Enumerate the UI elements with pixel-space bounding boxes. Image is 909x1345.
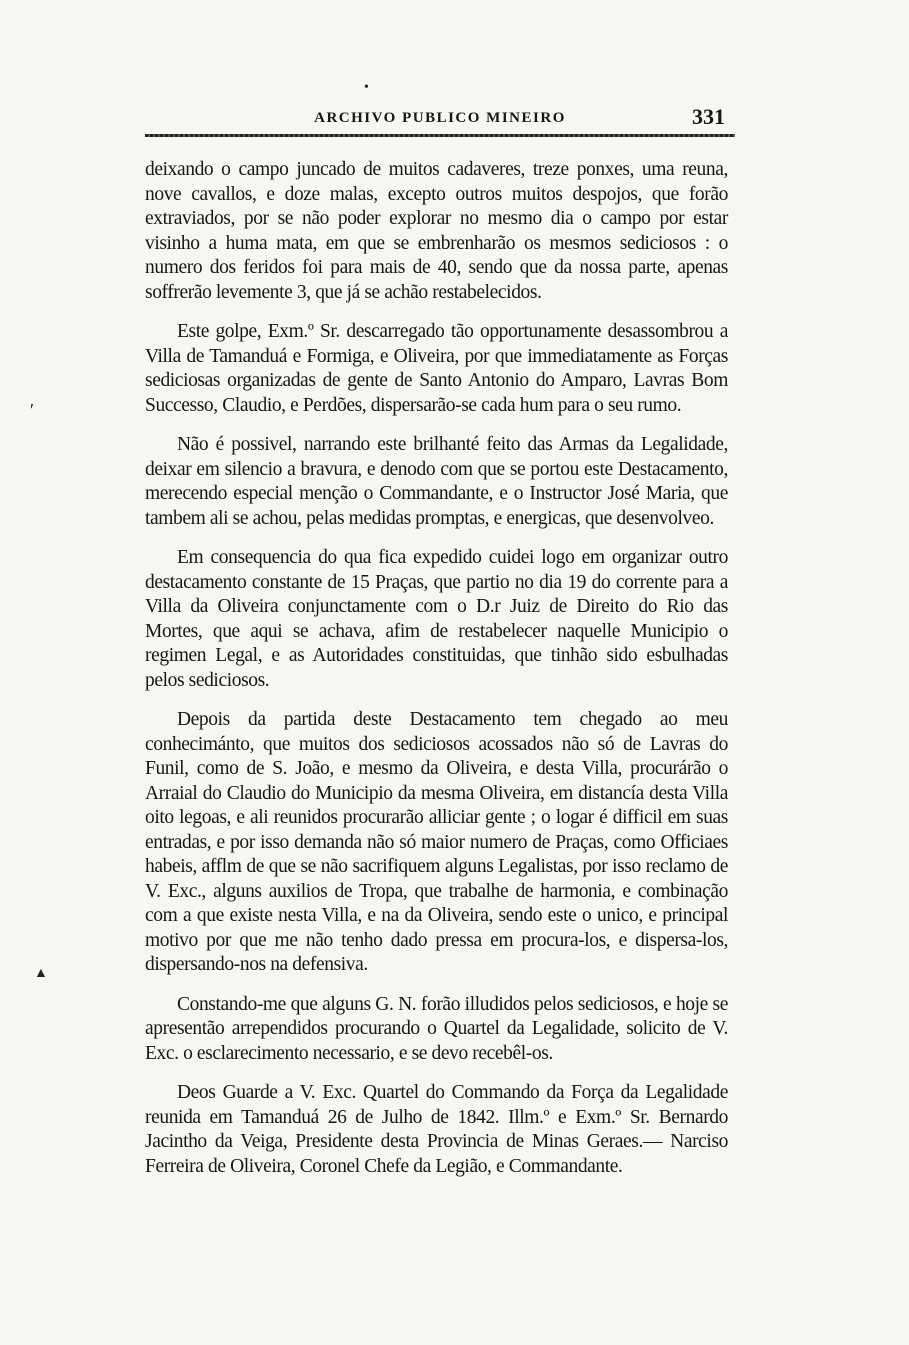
page-number: 331 bbox=[692, 104, 725, 129]
margin-dot-mark: ▲ bbox=[34, 966, 48, 981]
paragraph-4: Em consequencia do qua fica expedido cuidei logo em organizar outro destacamento constante de 15 Praças, que partio no dia 19 do corrente para a Villa da Oliveira conjunctamente com o D.r Juiz de Direito do Rio das Mortes, que aqui se achava, afim de restabelecer naquelle Municipio o regimen Legal, e as Autoridades constituidas, que tinhão sido esbulhadas pelos sediciosos. bbox=[145, 547, 728, 691]
header-rule bbox=[145, 134, 735, 137]
paragraph-7: Deos Guarde a V. Exc. Quartel do Commando da Força da Legalidade reunida em Tamanduá 26 de Julho de 1842. Illm.º e Exm.º Sr. Bernardo Jacintho da Veiga, Presidente desta Provincia de Minas Geraes.— Narciso Ferreira de Oliveira, Coronel Chefe da Legião, e Commandante. bbox=[145, 1082, 728, 1177]
article-body bbox=[145, 158, 728, 1179]
paragraph-6: Constando-me que alguns G. N. forão illudidos pelos sediciosos, e hoje se apresentão arrependidos procurando o Quartel da Legalidade, solicito de V. Exc. o esclarecimento necessario, e se devo recebêl-os. bbox=[145, 993, 728, 1064]
paragraph-2: Este golpe, Exm.º Sr. descarregado tão opportunamente desassombrou a Villa de Tamanduá e Formiga, e Oliveira, por que immediatamente as Forças sediciosas organizadas de gente de Santo Antonio do Amparo, Lavras Bom Successo, Claudio, e Perdões, dispersarão-se cada hum para o seu rumo. bbox=[145, 321, 728, 416]
paragraph-3: Não é possivel, narrando este brilhanté feito das Armas da Legalidade, deixar em silencio a bravura, e denodo com que se portou este Destacamento, merecendo especial menção o Commandante, e o Instructor José Maria, que tambem ali se achou, pelas medidas promptas, e energicas, que desenvolveo. bbox=[145, 434, 728, 529]
running-head: ARCHIVO PUBLICO MINEIRO bbox=[314, 110, 566, 126]
paragraph-5: Depois da partida deste Destacamento tem chegado ao meu conhecimánto, que muitos dos sediciosos acossados não só de Lavras do Funil, como de S. João, e mesmo da Oliveira, e desta Villa, procurárão o Arraial do Claudio do Municipio da mesma Oliveira, em distancía desta Villa oito legoas, e ali reunidos procurarão alliciar gente ; o logar é difficil em suas entradas, e por isso demanda não só maior numero de Praças, como Officiaes habeis, afflm de que se não sacrifiquem alguns Legalistas, por isso reclamo de V. Exc., alguns auxilios de Tropa, que trabalhe de harmonia, e combinação com a que existe nesta Villa, e na da Oliveira, sendo este o unico, e principal motivo por que me não tenho dado pressa em procura-los, e dispersa-los, dispersando-nos na defensiva. bbox=[145, 709, 728, 975]
page-header bbox=[145, 100, 735, 140]
paragraph-1: deixando o campo juncado de muitos cadaveres, treze ponxes, uma reuna, nove cavallos, e doze malas, excepto outros muitos despojos, que forão extraviados, por se não poder explorar no mesmo dia o campo por estar visinho a huma mata, em que se embrenharão os mesmos sediciosos : o numero dos feridos foi para mais de 40, sendo que da nossa parte, apenas soffrerão levemente 3, que já se achão restabelecidos. bbox=[145, 159, 728, 303]
margin-tick-mark: ′ bbox=[30, 400, 34, 420]
print-speck: • bbox=[364, 80, 369, 95]
